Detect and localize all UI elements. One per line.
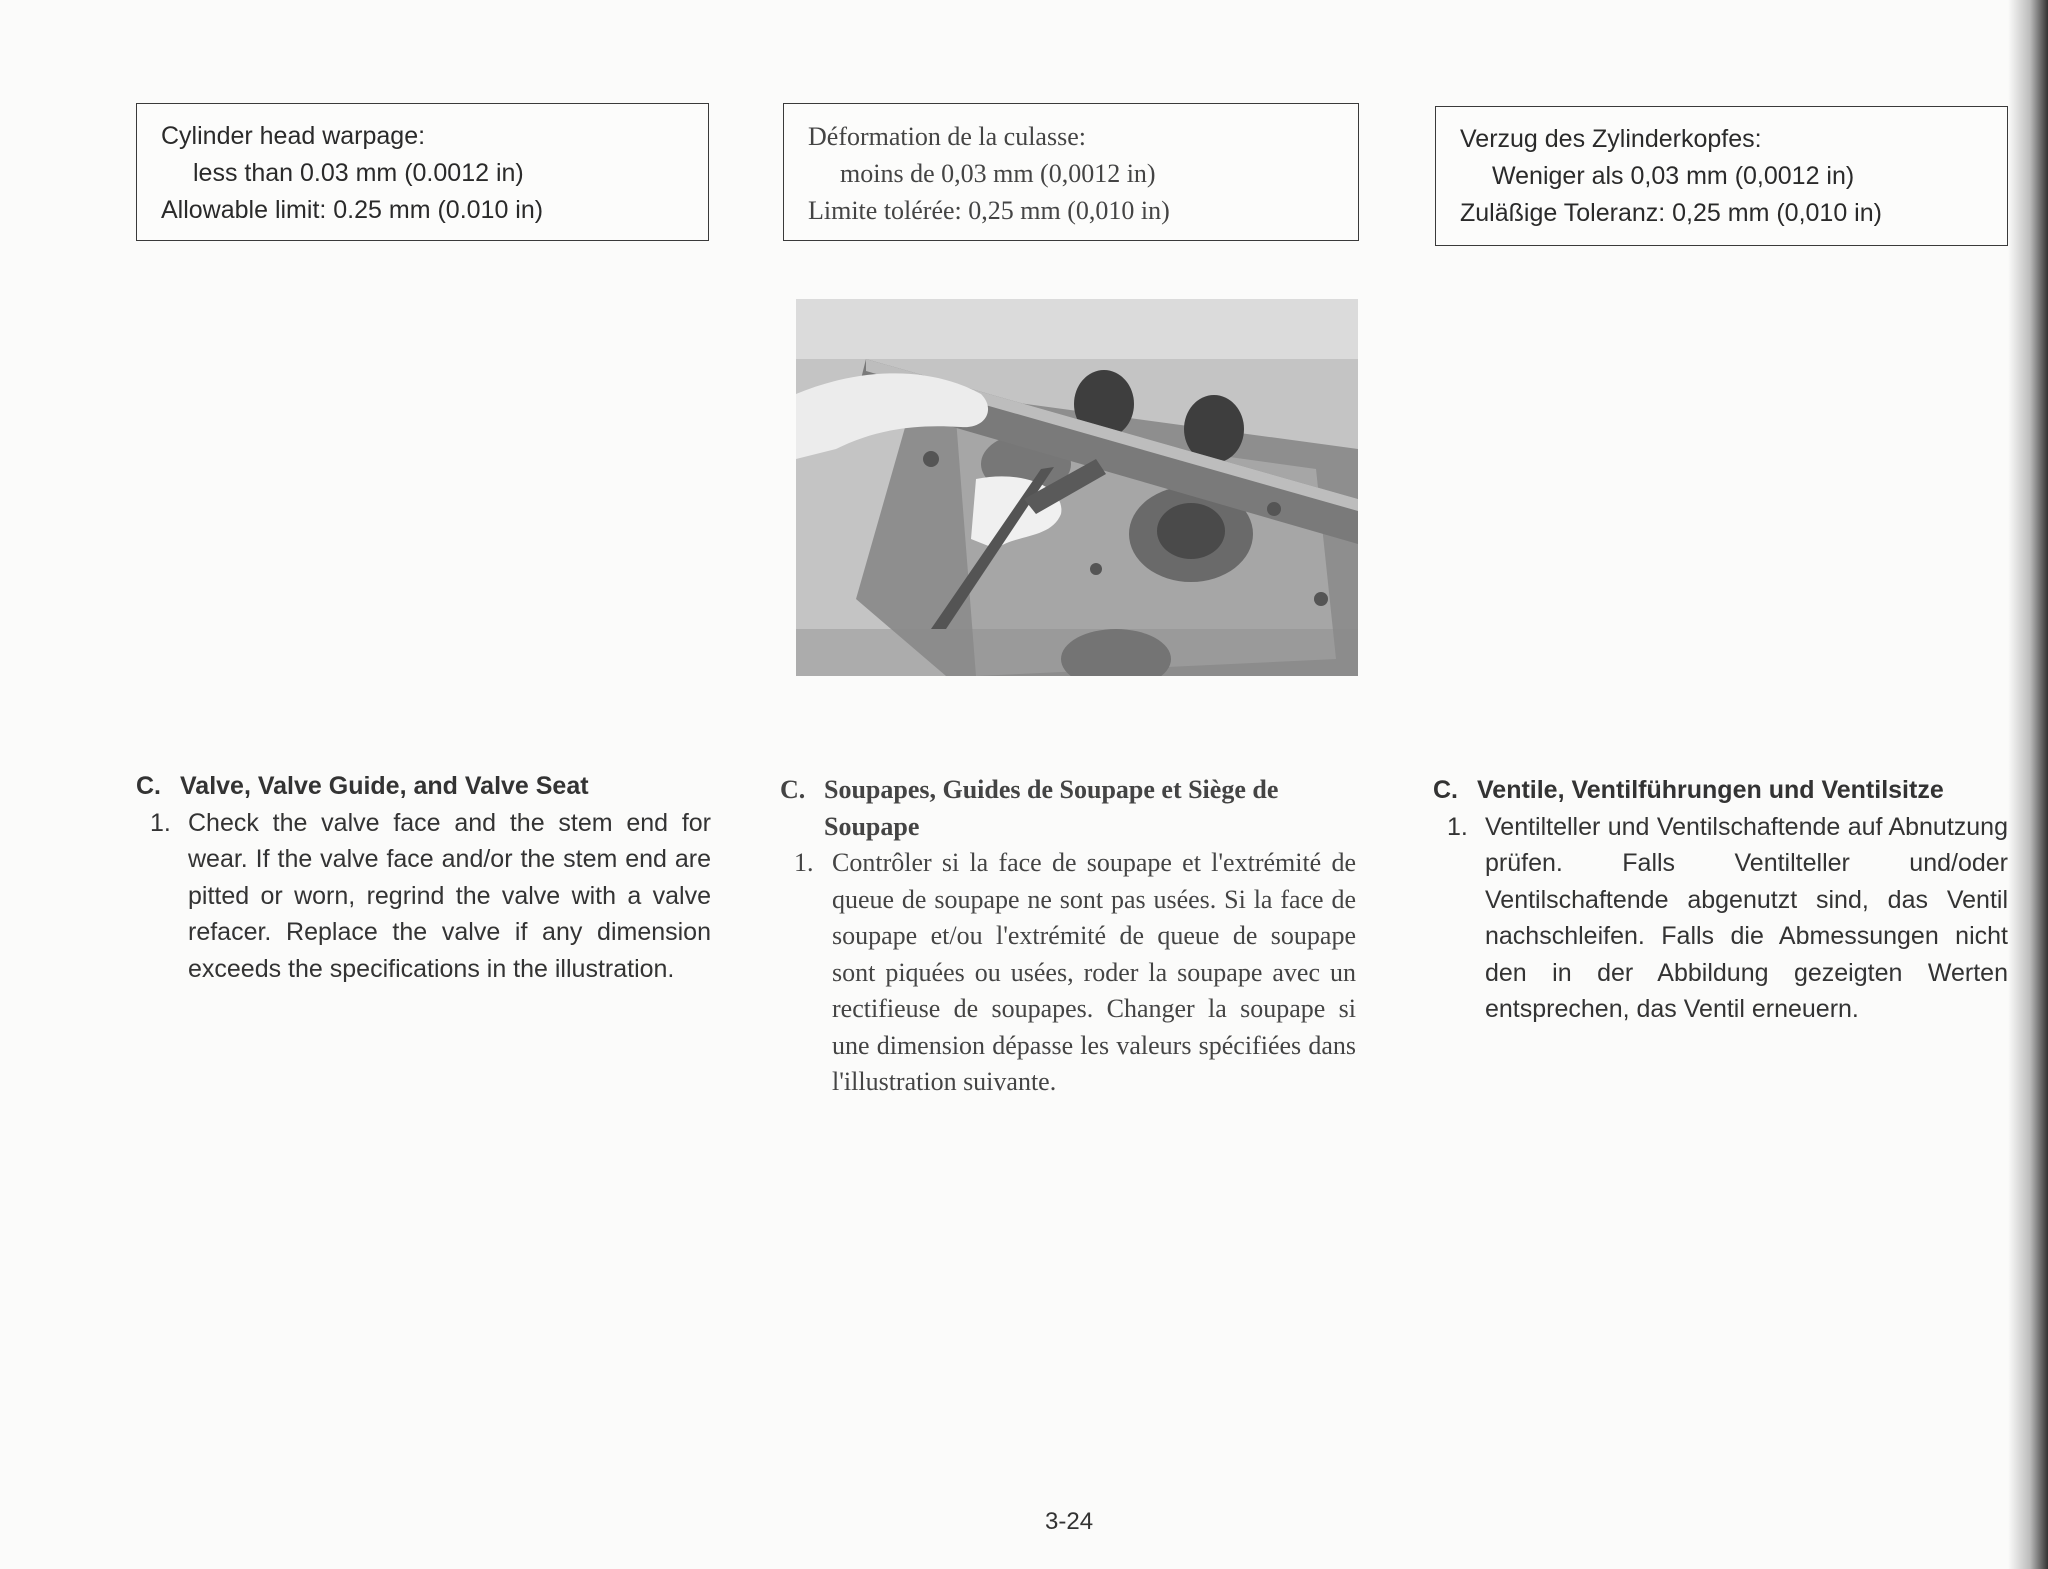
spec-box-french: [783, 103, 1359, 241]
item-number: 1.: [150, 808, 171, 837]
page-number: 3-24: [1045, 1508, 1094, 1535]
section-heading: [136, 768, 711, 805]
item-number: 1.: [794, 848, 814, 877]
section-german: [1433, 772, 2008, 1028]
spec-limit: Limite tolérée: 0,25 mm (0,010 in): [808, 196, 1170, 225]
cylinder-head-illustration: [796, 299, 1358, 676]
item-number: 1.: [1447, 812, 1468, 841]
section-heading: [780, 772, 1356, 845]
section-title: Valve, Valve Guide, and Valve Seat: [180, 772, 589, 800]
spec-value: Weniger als 0,03 mm (0,0012 in): [1492, 162, 1855, 190]
section-english: [136, 768, 711, 987]
section-title: Soupapes, Guides de Soupape et Siège de Soupape: [824, 775, 1279, 841]
section-letter: C.: [136, 772, 161, 800]
spec-box-german: [1435, 106, 2008, 246]
section-letter: C.: [1433, 776, 1458, 804]
section-letter: C.: [780, 775, 806, 804]
spec-value: moins de 0,03 mm (0,0012 in): [840, 159, 1156, 188]
page-binding-shadow: [2008, 0, 2048, 1569]
list-item: [136, 805, 711, 988]
spec-title: Cylinder head warpage:: [161, 122, 426, 150]
spec-limit: Zuläßige Toleranz: 0,25 mm (0,010 in): [1460, 199, 1882, 227]
section-heading: [1433, 772, 2008, 809]
section-french: [780, 772, 1356, 1101]
spec-limit: Allowable limit: 0.25 mm (0.010 in): [161, 196, 544, 224]
spec-title: Déformation de la culasse:: [808, 122, 1086, 151]
list-item: [780, 845, 1356, 1101]
spec-value: less than 0.03 mm (0.0012 in): [193, 159, 524, 187]
item-text: Check the valve face and the stem end for wear. If the valve face and/or the stem end are pitted or worn, regrind the valve with a valve refacer. Replace the valve if any dimension exceeds the specifications in the illustration.: [188, 808, 711, 983]
section-title: Ventile, Ventilführungen und Ventilsitze: [1477, 776, 1944, 804]
item-text: Contrôler si la face de soupape et l'extrémité de queue de soupape ne sont pas usées. Si la face de soupape et/ou l'extrémité de queue de soupape sont piquées ou usées, roder la soupape avec un rectifieuse de soupapes. Changer la soupape si une dimension dépasse les valeurs spécifiées dans l'illustration suivante.: [832, 848, 1356, 1096]
list-item: [1433, 809, 2008, 1028]
item-text: Ventilteller und Ventilschaftende auf Abnutzung prüfen. Falls Ventilteller und/oder Ventilschaftende abgenutzt sind, das Ventil nachschleifen. Falls die Abmessungen nicht den in der Abbildung gezeigten Werten entsprechen, das Ventil erneuern.: [1485, 812, 2008, 1023]
spec-title: Verzug des Zylinderkopfes:: [1460, 125, 1762, 153]
spec-box-english: [136, 103, 709, 241]
cylinder-head-photo: [796, 299, 1358, 676]
